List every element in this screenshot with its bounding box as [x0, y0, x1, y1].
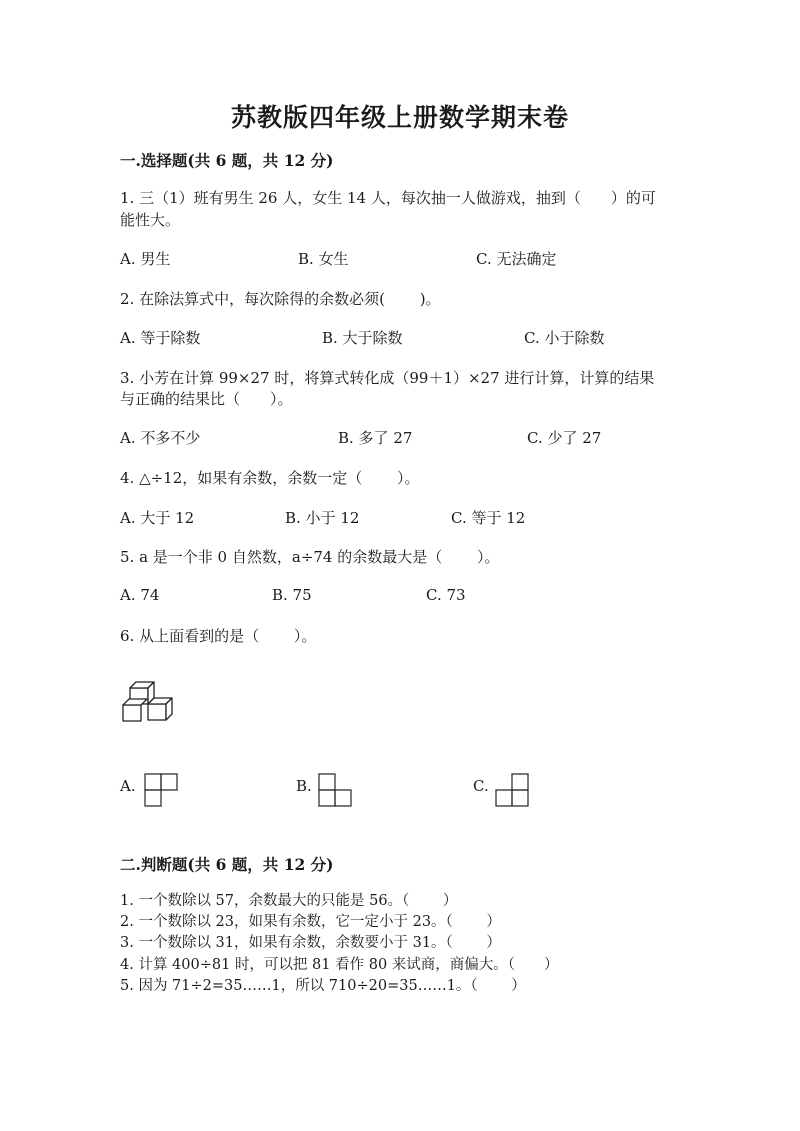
section-heading-choice: 一.选择题(共 6 题，共 12 分) [120, 151, 334, 170]
question-4-option-a[interactable]: A. 大于 12 [120, 509, 195, 527]
page-title: 苏教版四年级上册数学期末卷 [230, 103, 569, 132]
question-2-option-b[interactable]: B. 大于除数 [322, 329, 403, 347]
question-3-option-a[interactable]: A. 不多不少 [120, 429, 201, 447]
question-4-option-b[interactable]: B. 小于 12 [285, 509, 360, 527]
question-3-option-c[interactable]: C. 少了 27 [527, 429, 602, 447]
question-6-option-a[interactable]: A. [120, 777, 136, 795]
judgment-item-5: 5. 因为 71÷2=35……1，所以 710÷20=35……1。（ ） [120, 978, 526, 994]
question-3-line-2: 与正确的结果比（ ）。 [120, 390, 293, 408]
question-4-line-1: 4. △÷12，如果有余数，余数一定（ ）。 [120, 469, 420, 487]
question-5-option-c[interactable]: C. 73 [426, 586, 466, 604]
view-option-a-figure [143, 772, 179, 808]
question-6-option-b[interactable]: B. [296, 777, 312, 795]
section-heading-judgment: 二.判断题(共 6 题，共 12 分) [120, 855, 334, 874]
question-6-line-1: 6. 从上面看到的是（ ）。 [120, 627, 317, 645]
cube-stack-figure [118, 678, 184, 728]
judgment-item-2: 2. 一个数除以 23，如果有余数，它一定小于 23。（ ） [120, 914, 501, 930]
judgment-item-1: 1. 一个数除以 57，余数最大的只能是 56。（ ） [120, 893, 458, 909]
question-1-option-a[interactable]: A. 男生 [120, 250, 171, 268]
question-1-line-1: 1. 三（1）班有男生 26 人，女生 14 人，每次抽一人做游戏，抽到（ ）的可 [120, 189, 656, 207]
question-1-line-2: 能性大。 [120, 211, 181, 229]
question-2-line-1: 2. 在除法算式中，每次除得的余数必须( )。 [120, 290, 441, 308]
question-5-line-1: 5. a 是一个非 0 自然数，a÷74 的余数最大是（ ）。 [120, 548, 500, 566]
question-6-option-c[interactable]: C. [473, 777, 489, 795]
question-4-option-c[interactable]: C. 等于 12 [451, 509, 526, 527]
question-1-option-b[interactable]: B. 女生 [298, 250, 349, 268]
question-3-line-1: 3. 小芳在计算 99×27 时，将算式转化成（99＋1）×27 进行计算，计算的结果 [120, 369, 655, 387]
question-2-option-c[interactable]: C. 小于除数 [524, 329, 605, 347]
judgment-item-3: 3. 一个数除以 31，如果有余数，余数要小于 31。（ ） [120, 935, 501, 951]
judgment-item-4: 4. 计算 400÷81 时，可以把 81 看作 80 来试商，商偏大。（ ） [120, 957, 559, 973]
view-option-c-figure [494, 772, 530, 808]
view-option-b-figure [317, 772, 353, 808]
question-1-option-c[interactable]: C. 无法确定 [476, 250, 557, 268]
question-5-option-b[interactable]: B. 75 [272, 586, 312, 604]
question-3-option-b[interactable]: B. 多了 27 [338, 429, 413, 447]
question-2-option-a[interactable]: A. 等于除数 [120, 329, 201, 347]
question-5-option-a[interactable]: A. 74 [120, 586, 160, 604]
